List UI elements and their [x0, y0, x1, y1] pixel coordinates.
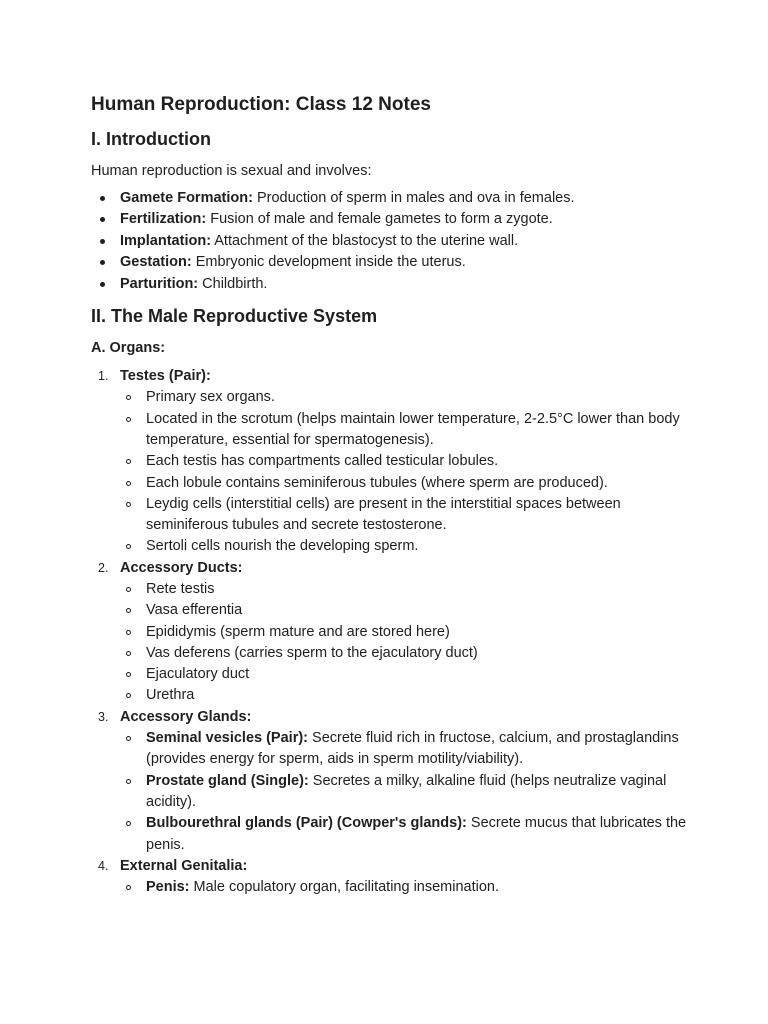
circle-bullet-icon	[126, 459, 131, 464]
document-page	[91, 92, 691, 898]
numbered-list-item-accessory-glands	[98, 707, 691, 856]
sub-list	[120, 387, 691, 557]
list-item-title: Accessory Glands:	[120, 708, 252, 725]
list-item-title: External Genitalia:	[120, 857, 248, 874]
list-item: Seminal vesicles (Pair): Secrete fluid rich in fructose, calcium, and prostaglandins (provides energy for sperm, aids in sperm motility/viability).	[146, 728, 691, 771]
list-item: Epididymis (sperm mature and are stored here)	[146, 622, 691, 643]
intro-paragraph: Human reproduction is sexual and involves:	[91, 163, 372, 179]
circle-bullet-icon	[126, 417, 131, 422]
circle-bullet-icon	[126, 608, 131, 613]
list-item: Urethra	[146, 685, 691, 706]
bullet-icon	[100, 282, 105, 287]
list-item: Each lobule contains seminiferous tubules (where sperm are produced).	[146, 473, 691, 494]
numbered-list-item-external-genitalia	[98, 856, 691, 899]
list-number: 3.	[98, 709, 109, 724]
list-item-title: Accessory Ducts:	[120, 559, 243, 576]
circle-bullet-icon	[126, 736, 131, 741]
circle-bullet-icon	[126, 651, 131, 656]
list-item: Parturition: Childbirth.	[120, 274, 691, 295]
list-item: Fertilization: Fusion of male and female gametes to form a zygote.	[120, 209, 691, 230]
list-item: Each testis has compartments called testicular lobules.	[146, 451, 691, 472]
list-item: Gamete Formation: Production of sperm in males and ova in females.	[120, 188, 691, 209]
list-item: Located in the scrotum (helps maintain lower temperature, 2-2.5°C lower than body temperature, essential for spermatogenesis).	[146, 409, 691, 452]
list-number: 1.	[98, 369, 109, 384]
circle-bullet-icon	[126, 779, 131, 784]
circle-bullet-icon	[126, 693, 131, 698]
list-item: Gestation: Embryonic development inside the uterus.	[120, 252, 691, 273]
section-heading-introduction: I. Introduction	[91, 129, 211, 149]
subsection-heading-organs: A. Organs:	[91, 340, 166, 357]
circle-bullet-icon	[126, 395, 131, 400]
organs-numbered-list	[91, 366, 691, 898]
list-item: Primary sex organs.	[146, 387, 691, 408]
numbered-list-item-accessory-ducts	[98, 558, 691, 707]
list-number: 2.	[98, 560, 109, 575]
list-item: Prostate gland (Single): Secretes a milky, alkaline fluid (helps neutralize vaginal acidity).	[146, 771, 691, 814]
circle-bullet-icon	[126, 587, 131, 592]
page-title: Human Reproduction: Class 12 Notes	[91, 94, 431, 115]
list-number: 4.	[98, 858, 109, 873]
sub-list	[120, 728, 691, 856]
numbered-list-item-testes	[98, 366, 691, 558]
circle-bullet-icon	[126, 502, 131, 507]
circle-bullet-icon	[126, 481, 131, 486]
list-item: Implantation: Attachment of the blastocyst to the uterine wall.	[120, 231, 691, 252]
bullet-icon	[100, 239, 105, 244]
list-item-title: Testes (Pair):	[120, 368, 211, 385]
bullet-icon	[100, 260, 105, 265]
list-item: Penis: Male copulatory organ, facilitating insemination.	[146, 877, 691, 898]
circle-bullet-icon	[126, 672, 131, 677]
sub-list	[120, 579, 691, 707]
bullet-icon	[100, 217, 105, 222]
circle-bullet-icon	[126, 544, 131, 549]
section-heading-male-reproductive-system: II. The Male Reproductive System	[91, 306, 378, 327]
list-item: Rete testis	[146, 579, 691, 600]
intro-bullet-list	[91, 188, 691, 295]
bullet-icon	[100, 196, 105, 201]
list-item: Vas deferens (carries sperm to the ejaculatory duct)	[146, 643, 691, 664]
list-item: Sertoli cells nourish the developing sperm.	[146, 536, 691, 557]
circle-bullet-icon	[126, 885, 131, 890]
circle-bullet-icon	[126, 630, 131, 635]
list-item: Bulbourethral glands (Pair) (Cowper's glands): Secrete mucus that lubricates the penis.	[146, 813, 691, 856]
circle-bullet-icon	[126, 821, 131, 826]
sub-list	[120, 877, 691, 898]
list-item: Leydig cells (interstitial cells) are present in the interstitial spaces between seminiferous tubules and secrete testosterone.	[146, 494, 691, 537]
list-item: Vasa efferentia	[146, 600, 691, 621]
list-item: Ejaculatory duct	[146, 664, 691, 685]
